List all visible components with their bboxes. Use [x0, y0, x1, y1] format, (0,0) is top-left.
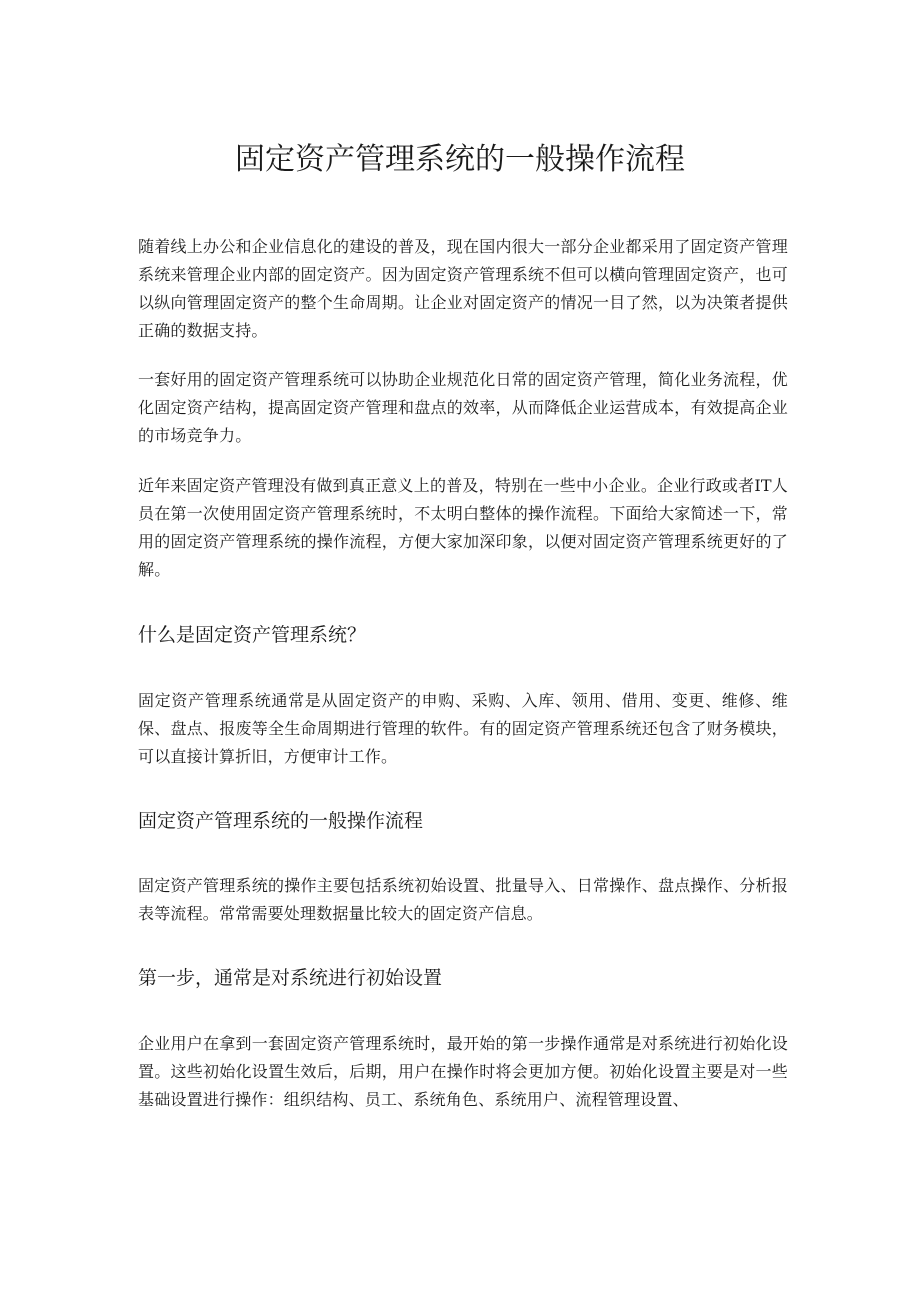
section-heading-what-is: 什么是固定资产管理系统？: [138, 624, 367, 646]
paragraph-step-one: 企业用户在拿到一套固定资产管理系统时，最开始的第一步操作通常是对系统进行初始化设置。这些初始化设置生效后，后期，用户在操作时将会更加方便。初始化设置主要是对一些基础设置进行操作：组织结构、员工、系统角色、系统用户、流程管理设置、: [138, 1034, 788, 1109]
paragraph-definition: 固定资产管理系统通常是从固定资产的申购、采购、入库、领用、借用、变更、维修、维保、盘点、报废等全生命周期进行管理的软件。有的固定资产管理系统还包含了财务模块，可以直接计算折旧，方便审计工作。: [138, 691, 788, 766]
paragraph-background: 近年来固定资产管理没有做到真正意义上的普及，特别在一些中小企业。企业行政或者IT人员在第一次使用固定资产管理系统时，不太明白整体的操作流程。下面给大家简述一下，常用的固定资产管理系统的操作流程，方便大家加深印象，以便对固定资产管理系统更好的了解。: [138, 476, 788, 579]
paragraph-benefits: 一套好用的固定资产管理系统可以协助企业规范化日常的固定资产管理，简化业务流程，优化固定资产结构，提高固定资产管理和盘点的效率，从而降低企业运营成本，有效提高企业的市场竞争力。: [138, 370, 788, 445]
section-heading-process: 固定资产管理系统的一般操作流程: [138, 810, 424, 832]
paragraph-intro: 随着线上办公和企业信息化的建设的普及，现在国内很大一部分企业都采用了固定资产管理系统来管理企业内部的固定资产。因为固定资产管理系统不但可以横向管理固定资产，也可以纵向管理固定资产的整个生命周期。让企业对固定资产的情况一目了然，以为决策者提供正确的数据支持。: [138, 237, 788, 340]
section-heading-step-one: 第一步，通常是对系统进行初始设置: [138, 967, 443, 989]
paragraph-process: 固定资产管理系统的操作主要包括系统初始设置、批量导入、日常操作、盘点操作、分析报表等流程。常常需要处理数据量比较大的固定资产信息。: [138, 876, 788, 923]
page-title: 固定资产管理系统的一般操作流程: [235, 142, 685, 177]
